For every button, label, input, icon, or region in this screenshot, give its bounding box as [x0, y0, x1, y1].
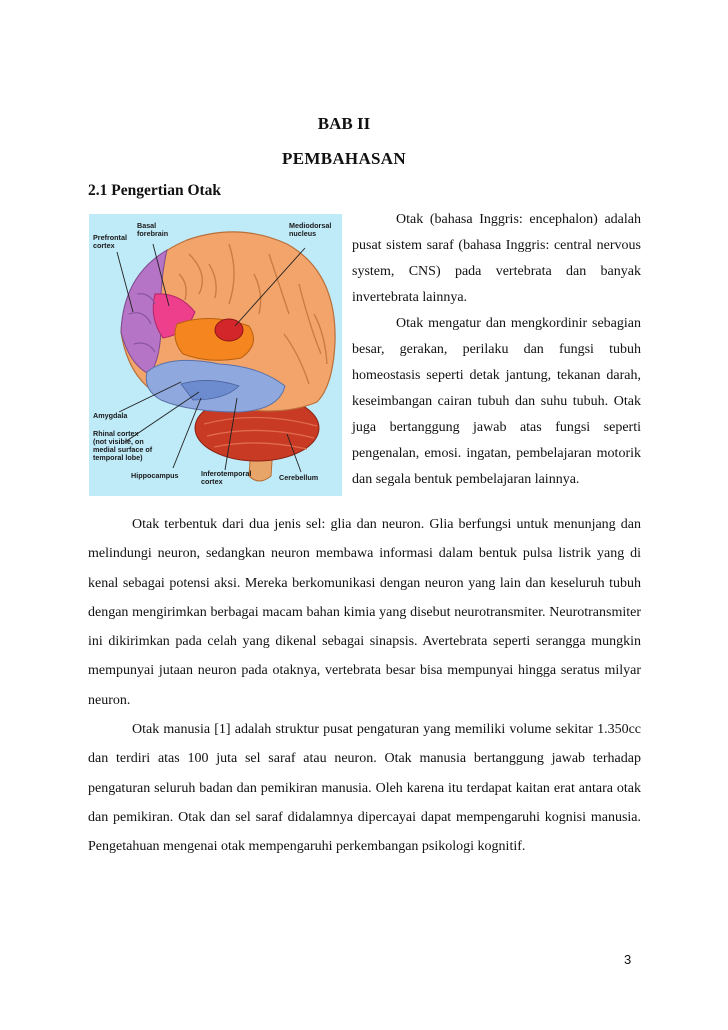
label-inferotemporal-cortex: Inferotemporal cortex: [201, 469, 252, 486]
brain-figure: [89, 214, 342, 496]
label-hippocampus: Hippocampus: [131, 471, 179, 480]
label-mediodorsal-nucleus: Mediodorsal nucleus: [289, 221, 332, 238]
chapter-title: PEMBAHASAN: [282, 149, 406, 168]
brain-illustration: [89, 214, 342, 496]
side-text-column: [352, 207, 641, 493]
label-cerebellum: Cerebellum: [279, 473, 319, 482]
body-paragraph: Otak terbentuk dari dua jenis sel: glia dan neuron. Glia berfungsi untuk menunjang dan melindungi neuron, sedangkan neuron membawa informasi dalam bentuk pulsa listrik yang di kenal sebagai potensi aksi. Mereka berkomunikasi dengan neuron yang lain dan keseluruh tubuh dengan mengirimkan berbagai macam bahan kimia yang disebut neurotransmiter. Neurotransmiter ini dikirimkan pada celah yang dikenal sebagai sinapsis. Avertebrata seperti serangga mungkin mempunyai jutaan neuron pada otaknya, vertebrata besar bisa mempunyai hingga seratus milyar neuron.: [88, 517, 641, 708]
chapter-number: BAB II: [317, 114, 371, 133]
body-paragraph: Otak manusia [1] adalah struktur pusat pengaturan yang memiliki volume sekitar 1.350cc dan terdiri atas 100 juta sel saraf atau neuron. Otak manusia bertanggung jawab terhadap pengaturan seluruh badan dan pemikiran manusia. Oleh karena itu terdapat kaitan erat antara otak dan pemikiran. Otak dan sel saraf didalamnya dipercayai dapat mempengaruhi kognisi manusia. Pengetahuan mengenai otak mempengaruhi perkembangan psikologi kognitif.: [88, 722, 641, 855]
label-basal-forebrain: Basal forebrain: [137, 221, 169, 238]
side-paragraph: Otak mengatur dan mengkordinir sebagian besar, gerakan, perilaku dan fungsi tubuh homeostasis seperti detak jantung, tekanan darah, keseimbangan cairan tubuh dan suhu tubuh. Otak juga bertanggung jawab atas fungsi seperti pengenalan, emosi. ingatan, pembelajaran motorik dan segala bentuk pembelajaran lainnya.: [352, 316, 641, 487]
page-number: 3: [624, 952, 632, 967]
label-rhinal-cortex: Rhinal cortex (not visible, on medial surface of temporal lobe): [93, 429, 153, 462]
label-prefrontal-cortex: Prefrontal cortex: [93, 233, 127, 250]
side-paragraph: Otak (bahasa Inggris: encephalon) adalah pusat sistem saraf (bahasa Inggris: central nervous system, CNS) pada vertebrata dan banyak invertebrata lainnya.: [352, 212, 641, 305]
label-amygdala: Amygdala: [93, 411, 128, 420]
section-title: 2.1 Pengertian Otak: [88, 182, 222, 199]
body-text: [88, 510, 641, 862]
